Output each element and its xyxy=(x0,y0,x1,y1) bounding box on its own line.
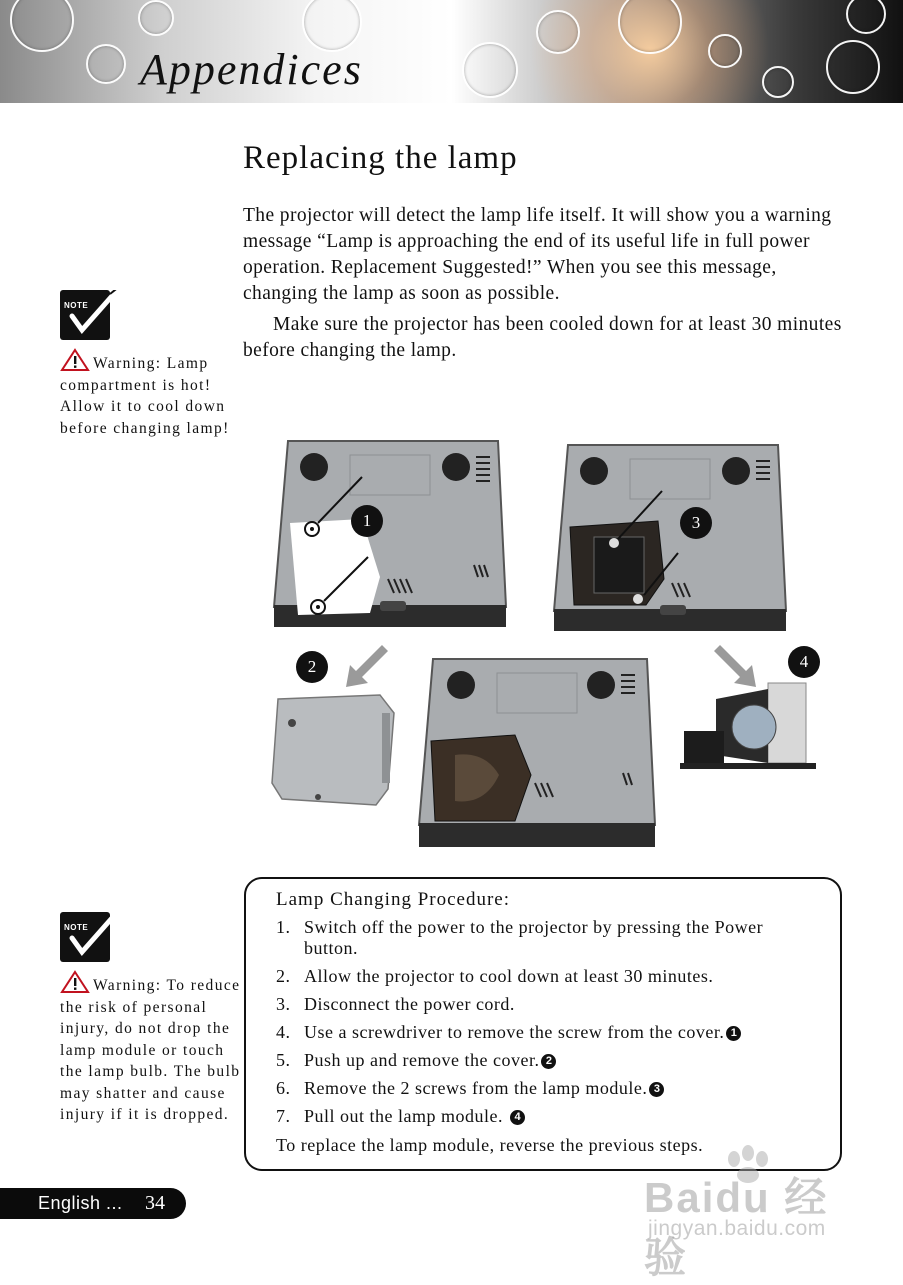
warning-text xyxy=(60,970,245,1126)
procedure-step: 7. Pull out the lamp module. 4 xyxy=(276,1106,820,1127)
bubble-decoration xyxy=(846,0,886,34)
step-ref-icon: 3 xyxy=(649,1082,664,1097)
step-ref-icon: 1 xyxy=(726,1026,741,1041)
intro-text xyxy=(243,203,853,369)
watermark-url: jingyan.baidu.com xyxy=(648,1217,826,1240)
chapter-title: Appendices xyxy=(140,45,363,94)
bubble-decoration xyxy=(708,34,742,68)
projector-photo-step3 xyxy=(550,441,795,641)
procedure-box xyxy=(244,877,842,1171)
note-icon: NOTE xyxy=(60,912,110,962)
intro-paragraph: The projector will detect the lamp life itself. It will show you a warning message “Lamp is approaching the end of its useful life in full power operation. Replacement Suggested!” When you see this message, changing the lamp as soon as possible. xyxy=(243,205,832,304)
procedure-step: 2. Allow the projector to cool down at least 30 minutes. xyxy=(276,966,714,986)
side-note xyxy=(60,290,245,439)
note-icon: NOTE xyxy=(60,290,110,340)
checkmark-icon xyxy=(60,290,122,346)
page-footer xyxy=(0,1188,186,1219)
intro-paragraph: Make sure the projector has been cooled down for at least 30 minutes before changing the lamp. xyxy=(243,314,842,361)
procedure-step: 1. Switch off the power to the projector by pressing the Power button. xyxy=(276,917,764,958)
warning-triangle-icon xyxy=(60,348,90,372)
checkmark-icon xyxy=(60,912,122,968)
projector-photo-open-bay xyxy=(415,655,665,855)
bubble-decoration xyxy=(462,42,518,98)
step-badge: 1 xyxy=(351,505,383,537)
procedure-step: 5. Push up and remove the cover. 2 xyxy=(276,1050,820,1071)
step-ref-icon: 4 xyxy=(510,1110,525,1125)
step-badge: 4 xyxy=(788,646,820,678)
procedure-steps xyxy=(276,917,820,1127)
header-banner xyxy=(0,0,903,103)
procedure-step: 3. Disconnect the power cord. xyxy=(276,994,515,1014)
side-note xyxy=(60,912,245,1126)
note-text: Warning: To reduce the risk of personal injury, do not drop the lamp module or touch the lamp bulb. The bulb may shatter and cause injury if it is dropped. xyxy=(60,977,241,1123)
warning-text xyxy=(60,348,245,439)
bubble-decoration xyxy=(86,44,126,84)
baidu-watermark xyxy=(644,1145,854,1281)
procedure-step: 6. Remove the 2 screws from the lamp module. 3 xyxy=(276,1078,820,1099)
watermark-logo: Baidu 经验 xyxy=(644,1174,829,1281)
note-text: Warning: Lamp compartment is hot! Allow it to cool down before changing lamp! xyxy=(60,355,230,437)
lamp-module-photo xyxy=(680,679,820,777)
bubble-decoration xyxy=(826,40,880,94)
bubble-decoration xyxy=(10,0,74,52)
procedure-title: Lamp Changing Procedure: xyxy=(276,889,511,910)
lamp-replacement-figure xyxy=(270,437,830,857)
step-badge: 2 xyxy=(296,651,328,683)
projector-photo-step1 xyxy=(270,437,515,637)
arrow-icon xyxy=(336,641,390,691)
arrow-icon xyxy=(712,641,766,691)
warning-triangle-icon xyxy=(60,970,90,994)
page-number: 34 xyxy=(145,1192,165,1214)
step-badge: 3 xyxy=(680,507,712,539)
step-ref-icon: 2 xyxy=(541,1054,556,1069)
procedure-closing: To replace the lamp module, reverse the previous steps. xyxy=(276,1135,704,1155)
section-title: Replacing the lamp xyxy=(243,140,518,176)
bubble-decoration xyxy=(762,66,794,98)
lamp-cover-photo xyxy=(270,693,400,811)
footer-language: English ... xyxy=(38,1193,123,1213)
bubble-decoration xyxy=(536,10,580,54)
bubble-decoration xyxy=(138,0,174,36)
procedure-step: 4. Use a screwdriver to remove the screw from the cover. 1 xyxy=(276,1022,820,1043)
